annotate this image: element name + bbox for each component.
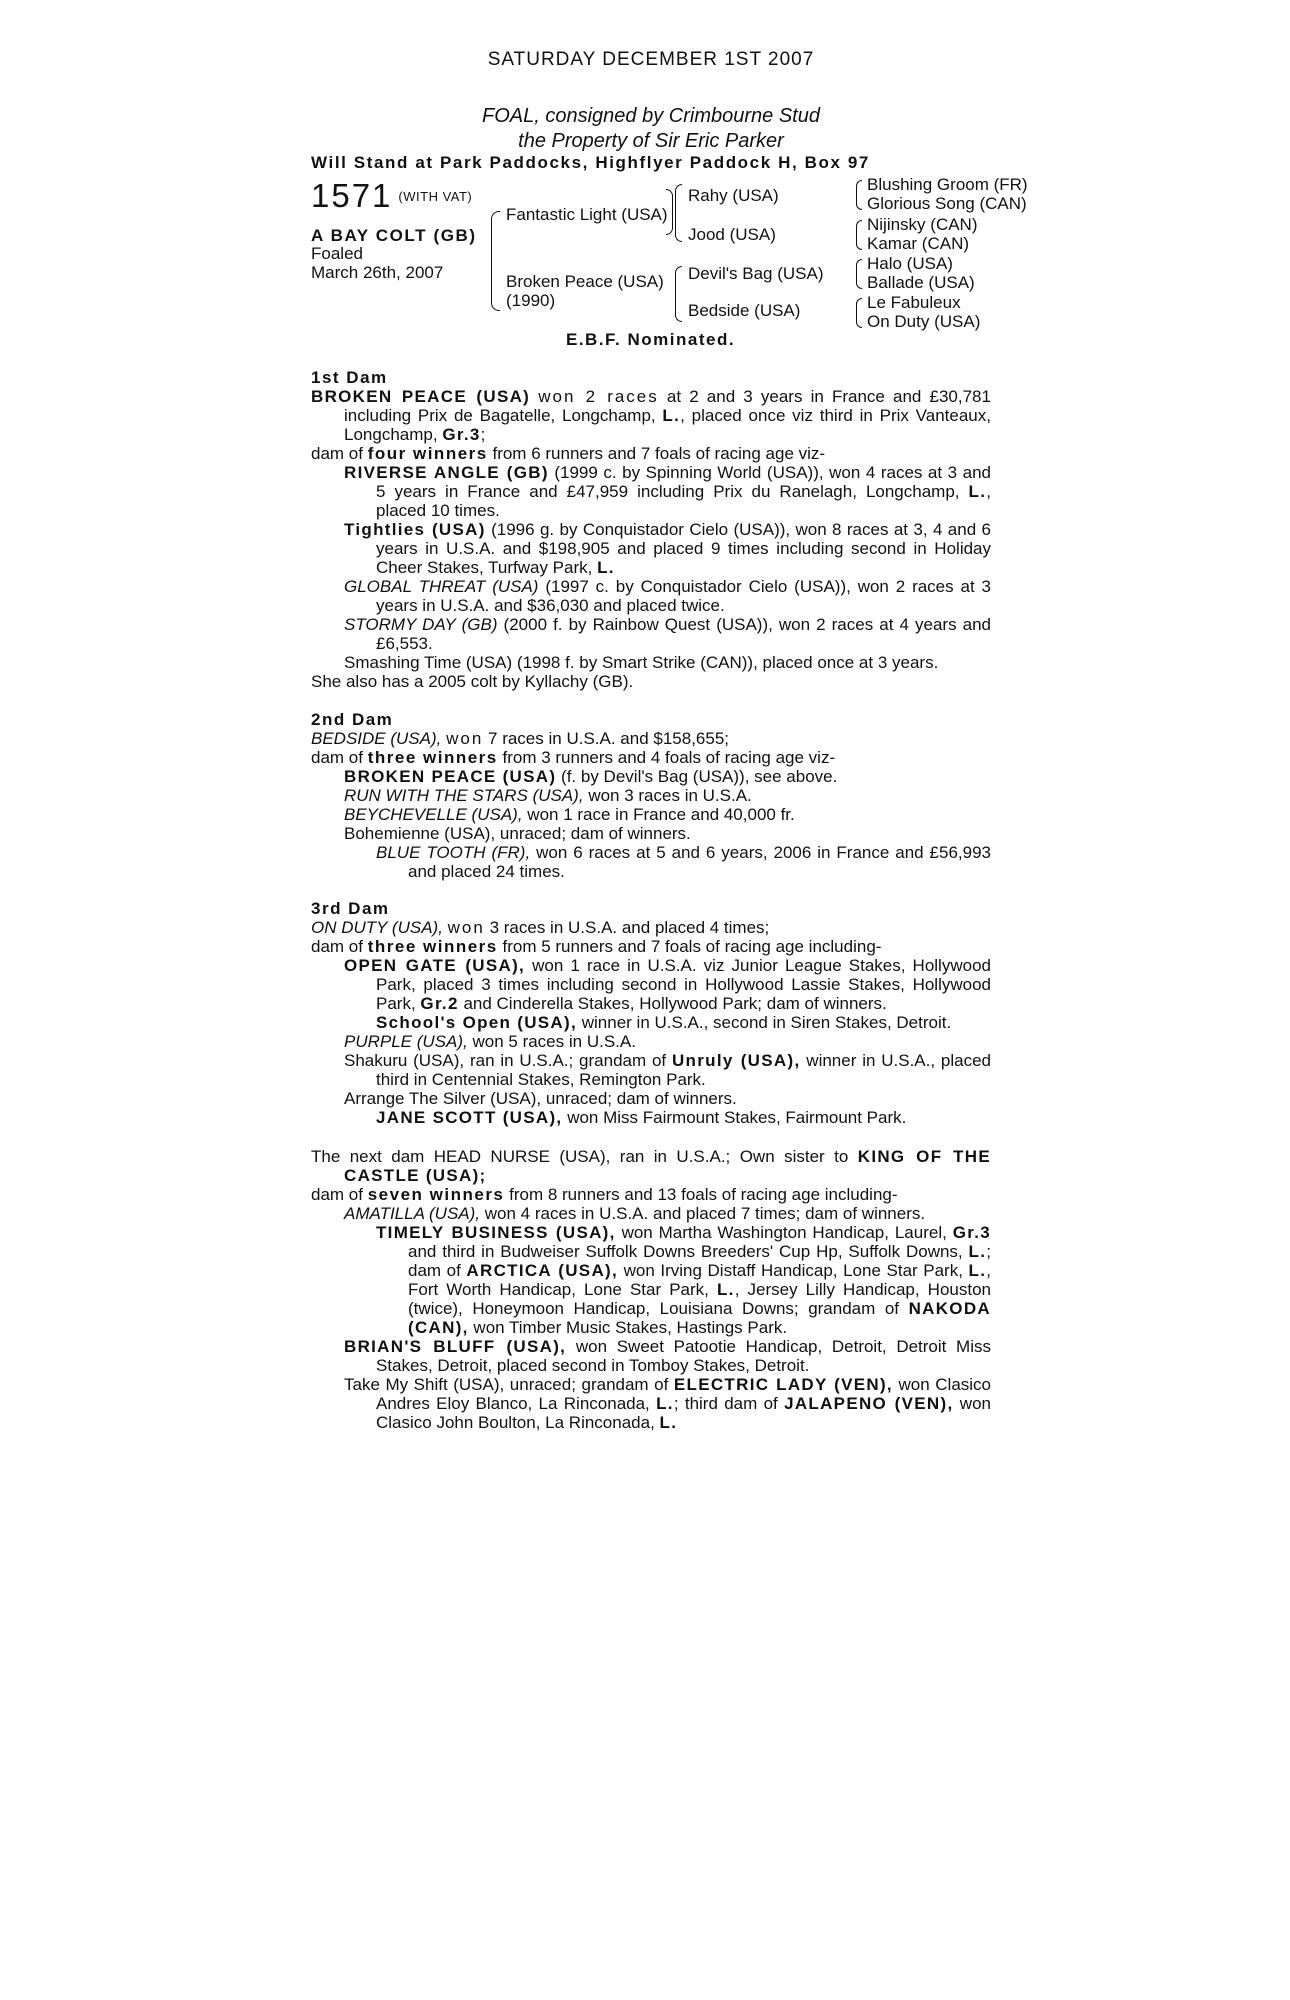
ds-brace xyxy=(856,259,862,289)
produce-item xyxy=(311,615,991,653)
lot-number-value: 1571 xyxy=(311,177,393,214)
produce-record: Take My Shift (USA), unraced; grandam of xyxy=(344,1375,669,1394)
runners-foals: from 5 runners and 7 foals of racing age including- xyxy=(502,937,882,956)
dam-intro: The next dam HEAD NURSE (USA), ran in U.S.A.; Own sister to xyxy=(311,1147,849,1166)
lot-number xyxy=(311,178,472,215)
also-note: She also has a 2005 colt by Kyllachy (GB). xyxy=(311,672,634,691)
produce-record: , Fort Worth Handicap, Lone Star Park, xyxy=(408,1261,991,1299)
produce-record: and third in Budweiser Suffolk Downs Breeders' Cup Hp, Suffolk Downs, xyxy=(408,1242,963,1261)
ebf-nominated: E.B.F. Nominated. xyxy=(566,330,736,349)
winners-count: three winners xyxy=(367,937,498,956)
main-brace xyxy=(491,211,500,311)
ss-brace xyxy=(856,180,862,210)
produce-item xyxy=(311,1051,991,1089)
produce-record: won Irving Distaff Handicap, Lone Star Park, xyxy=(623,1261,963,1280)
dam-record-tail: , placed once viz third in Prix Vanteaux, Longchamp, xyxy=(344,406,991,444)
grand-produce-item xyxy=(311,1337,991,1375)
pedigree-sss: Blushing Groom (FR) xyxy=(867,175,1028,194)
listed-mark: L. xyxy=(659,1413,678,1432)
stand-location: Will Stand at Park Paddocks, Highflyer Paddock H, Box 97 xyxy=(311,153,870,172)
consignment-info xyxy=(311,104,991,154)
produce-name: BLUE TOOTH (FR), xyxy=(376,843,531,862)
runners-foals: from 6 runners and 7 foals of racing age viz- xyxy=(492,444,826,463)
foaled-label: Foaled xyxy=(311,244,363,263)
produce-grand-name: JALAPENO (VEN), xyxy=(784,1394,954,1413)
dam-summary xyxy=(311,729,991,748)
dam-of-label: dam of xyxy=(311,937,363,956)
produce-item xyxy=(311,767,991,786)
listed-mark: L. xyxy=(717,1280,735,1299)
produce-name: TIMELY BUSINESS (USA), xyxy=(376,1223,616,1242)
group-mark: Gr.2 xyxy=(420,994,459,1013)
produce-tail: winner in U.S.A., placed third in Centennial Stakes, Remington Park. xyxy=(376,1051,991,1089)
grand-produce-item xyxy=(311,843,991,881)
dam-name: BEDSIDE (USA), xyxy=(311,729,442,748)
foaled-date: March 26th, 2007 xyxy=(311,263,444,282)
sd-brace xyxy=(856,220,862,250)
pedigree-dsd: Ballade (USA) xyxy=(867,273,975,292)
pedigree-ss: Rahy (USA) xyxy=(688,186,779,205)
dam-won: won xyxy=(446,729,484,748)
pedigree-ssd: Glorious Song (CAN) xyxy=(867,194,1027,213)
pedigree-dss: Halo (USA) xyxy=(867,254,953,273)
sire-close-brace xyxy=(666,189,673,235)
pedigree-sd: Jood (USA) xyxy=(688,225,776,244)
produce-name: BEYCHEVELLE (USA), xyxy=(344,805,523,824)
produce-record: (1997 c. by Conquistador Cielo (USA)), won 2 races at 3 years in U.S.A. and $36,030 and placed twice. xyxy=(376,577,991,615)
produce-name: OPEN GATE (USA), xyxy=(344,956,526,975)
produce-item xyxy=(311,577,991,615)
listed-mark: L. xyxy=(968,1242,987,1261)
dam-record: 7 races in U.S.A. and $158,655; xyxy=(488,729,730,748)
produce-name: Tightlies (USA) xyxy=(344,520,486,539)
pedigree-dam-year: (1990) xyxy=(506,291,556,310)
produce-item xyxy=(311,653,991,672)
second-dam-section xyxy=(311,710,991,881)
produce-item xyxy=(311,805,991,824)
produce-name: BROKEN PEACE (USA) xyxy=(344,767,557,786)
produce-record: ; third dam of xyxy=(673,1394,778,1413)
group-mark: Gr.3 xyxy=(952,1223,992,1242)
sale-date: SATURDAY DECEMBER 1ST 2007 xyxy=(487,49,815,70)
winners-count: four winners xyxy=(367,444,488,463)
dam-of-label: dam of xyxy=(311,1185,363,1204)
listed-mark: L. xyxy=(597,558,615,577)
produce-name: Smashing Time (USA) xyxy=(344,653,513,672)
produce-name: RUN WITH THE STARS (USA), xyxy=(344,786,584,805)
dam-won: won xyxy=(447,918,485,937)
section-heading: 1st Dam xyxy=(311,368,388,387)
produce-grand-name: Unruly (USA), xyxy=(671,1051,801,1070)
vat-note: (WITH VAT) xyxy=(398,189,473,204)
produce-name: AMATILLA (USA), xyxy=(344,1204,481,1223)
consignor-line: FOAL, consigned by Crimbourne Stud xyxy=(482,105,820,127)
dam-record: 3 races in U.S.A. and placed 4 times; xyxy=(489,918,770,937)
dam-summary xyxy=(311,387,991,444)
produce-item xyxy=(311,463,991,520)
runners-foals: from 3 runners and 4 foals of racing age viz- xyxy=(502,748,836,767)
foaled-info xyxy=(311,244,443,282)
dam-produce-summary xyxy=(311,748,991,767)
produce-record: won 1 race in France and 40,000 fr. xyxy=(527,805,795,824)
produce-grand-name: ELECTRIC LADY (VEN), xyxy=(673,1375,893,1394)
pedigree-ddd: On Duty (USA) xyxy=(867,312,981,331)
produce-record: won Clasico John Boulton, La Rinconada, xyxy=(376,1394,991,1432)
listed-mark: L. xyxy=(968,482,987,501)
dam-of-label: dam of xyxy=(311,748,363,767)
produce-record: won 6 races at 5 and 6 years, 2006 in France and £56,993 and placed 24 times. xyxy=(408,843,992,881)
section-heading: 2nd Dam xyxy=(311,710,394,729)
produce-record: Shakuru (USA), ran in U.S.A.; grandam of xyxy=(344,1051,667,1070)
dam-won: won 2 races xyxy=(538,387,659,406)
dam-of-label: dam of xyxy=(311,444,363,463)
produce-tail: and Cinderella Stakes, Hollywood Park; dam of winners. xyxy=(463,994,887,1013)
winners-count: three winners xyxy=(367,748,498,767)
sister-name: KING OF THE CASTLE (USA); xyxy=(344,1147,992,1185)
grand-produce-item xyxy=(311,1013,991,1032)
produce-name: STORMY DAY (GB) xyxy=(344,615,498,634)
produce-record: (1996 g. by Conquistador Cielo (USA)), won 8 races at 3, 4 and 6 years in U.S.A. and $198,905 and placed 9 times including second in Holiday Cheer Stakes, Turfway Park, xyxy=(376,520,991,577)
produce-tail: , placed 10 times. xyxy=(376,482,991,520)
produce-record: won Miss Fairmount Stakes, Fairmount Park. xyxy=(567,1108,907,1127)
grand-produce-item xyxy=(311,1108,991,1127)
produce-record: won 1 race in U.S.A. viz Junior League Stakes, Hollywood Park, placed 3 times including second in Hollywood Lassie Stakes, Hollywood Park, xyxy=(376,956,991,1013)
owner-line: the Property of Sir Eric Parker xyxy=(518,130,784,152)
produce-record: won 4 races in U.S.A. and placed 7 times; dam of winners. xyxy=(484,1204,926,1223)
first-dam-section xyxy=(311,368,991,691)
grand-produce-item xyxy=(311,1223,991,1337)
dam-name: ON DUTY (USA), xyxy=(311,918,443,937)
produce-item xyxy=(311,786,991,805)
produce-record: won 5 races in U.S.A. xyxy=(472,1032,636,1051)
produce-record: (1998 f. by Smart Strike (CAN)), placed once at 3 years. xyxy=(516,653,939,672)
produce-record: , Jersey Lilly Handicap, Houston (twice), Honeymoon Handicap, Louisiana Downs; grandam of xyxy=(408,1280,991,1318)
produce-item xyxy=(311,1375,991,1432)
dam-line-brace xyxy=(675,266,682,322)
next-dam-section xyxy=(311,1147,991,1432)
pedigree-sire: Fantastic Light (USA) xyxy=(506,205,668,224)
produce-record: won Sweet Patootie Handicap, Detroit, Detroit Miss Stakes, Detroit, placed second in Tomboy Stakes, Detroit. xyxy=(376,1337,991,1375)
produce-item xyxy=(311,1032,991,1051)
dam-summary xyxy=(311,1147,991,1185)
produce-item: Bohemienne (USA), unraced; dam of winners. xyxy=(344,824,691,843)
produce-item xyxy=(311,520,991,577)
group-mark: Gr.3 xyxy=(442,425,481,444)
dam-record: at 2 and 3 years in France and £30,781 including Prix de Bagatelle, Longchamp, xyxy=(344,387,991,425)
dam-produce-summary xyxy=(311,1185,991,1204)
dam-summary xyxy=(311,918,991,937)
listed-mark: L. xyxy=(968,1261,987,1280)
produce-item xyxy=(311,956,991,1013)
produce-record: (f. by Devil's Bag (USA)), see above. xyxy=(561,767,838,786)
sire-line-brace xyxy=(675,184,682,242)
pedigree-sds: Nijinsky (CAN) xyxy=(867,215,978,234)
produce-item xyxy=(311,1204,991,1223)
runners-foals: from 8 runners and 13 foals of racing age including- xyxy=(509,1185,898,1204)
produce-name: School's Open (USA), xyxy=(376,1013,577,1032)
produce-name: JANE SCOTT (USA), xyxy=(376,1108,563,1127)
dam-record-end: ; xyxy=(480,425,486,444)
dam-name: BROKEN PEACE (USA) xyxy=(311,387,531,406)
produce-grand-name: ARCTICA (USA), xyxy=(466,1261,619,1280)
lot-description: A BAY COLT (GB) xyxy=(311,226,477,245)
listed-mark: L. xyxy=(656,1394,674,1413)
winners-count: seven winners xyxy=(367,1185,505,1204)
dam-produce-summary xyxy=(311,444,991,463)
produce-name: RIVERSE ANGLE (GB) xyxy=(344,463,549,482)
produce-name: PURPLE (USA), xyxy=(344,1032,468,1051)
produce-record: won Timber Music Stakes, Hastings Park. xyxy=(473,1318,788,1337)
section-heading: 3rd Dam xyxy=(311,899,390,918)
pedigree-dds: Le Fabuleux xyxy=(867,293,961,312)
pedigree-dd: Bedside (USA) xyxy=(688,301,801,320)
produce-item: Arrange The Silver (USA), unraced; dam of winners. xyxy=(344,1089,737,1108)
produce-record: won Martha Washington Handicap, Laurel, xyxy=(621,1223,947,1242)
third-dam-section xyxy=(311,899,991,1127)
produce-record: winner in U.S.A., second in Siren Stakes, Detroit. xyxy=(581,1013,952,1032)
produce-record: ; dam of xyxy=(408,1242,991,1280)
pedigree-dam: Broken Peace (USA) xyxy=(506,272,664,291)
pedigree-ds: Devil's Bag (USA) xyxy=(688,264,824,283)
produce-name: BRIAN'S BLUFF (USA), xyxy=(344,1337,567,1356)
produce-record: won 3 races in U.S.A. xyxy=(588,786,752,805)
produce-name: GLOBAL THREAT (USA) xyxy=(344,577,539,596)
pedigree-sdd: Kamar (CAN) xyxy=(867,234,970,253)
dd-brace xyxy=(856,298,862,328)
produce-record: won Clasico Andres Eloy Blanco, La Rinconada, xyxy=(376,1375,992,1413)
produce-record: (1999 c. by Spinning World (USA)), won 4 races at 3 and 5 years in France and £47,959 including Prix du Ranelagh, Longchamp, xyxy=(376,463,991,501)
produce-record: (2000 f. by Rainbow Quest (USA)), won 2 races at 4 years and £6,553. xyxy=(376,615,991,653)
produce-grand-name: NAKODA (CAN), xyxy=(408,1299,991,1337)
listed-mark: L. xyxy=(662,406,681,425)
dam-produce-summary xyxy=(311,937,991,956)
